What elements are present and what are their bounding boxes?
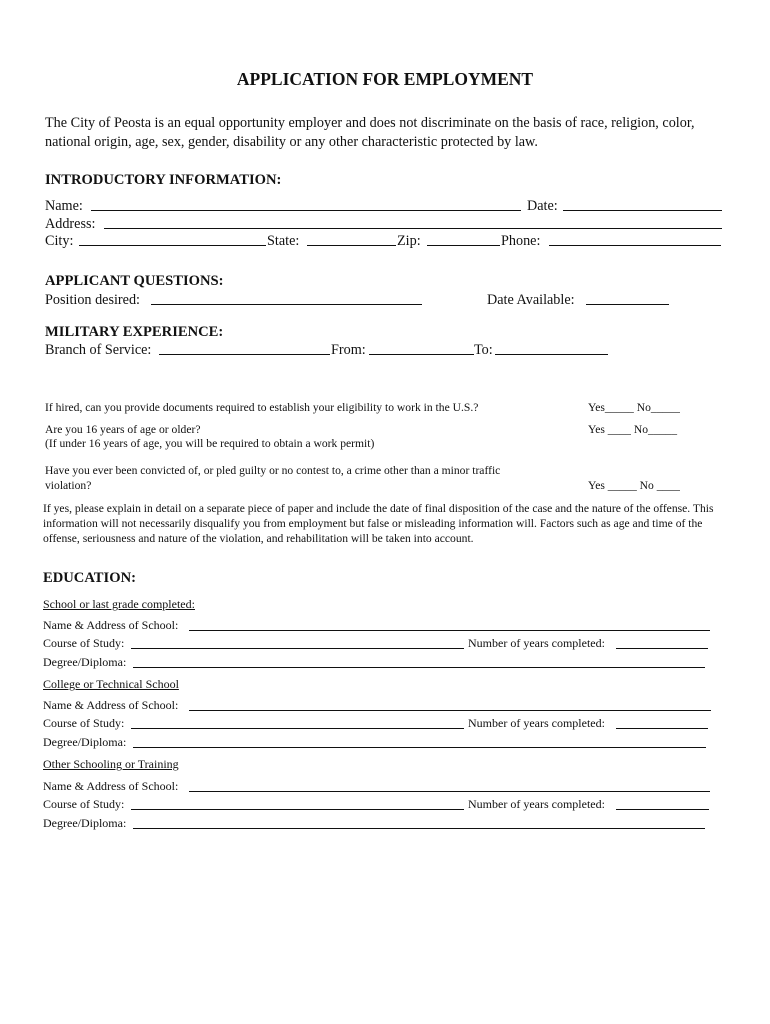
explanation-paragraph: If yes, please explain in detail on a separate piece of paper and include the date of final disposition of the case and the nature of the offense. This information will not necessarily disqualify you from employment but false or misleading information will. Factors such as age and time of the offense, seriousness and nature of the violation, and rehabilitation will be taken into account.: [43, 502, 714, 545]
other-name-field[interactable]: [189, 779, 710, 792]
state-field[interactable]: [307, 233, 396, 246]
school-name-label: Name & Address of School:: [43, 618, 179, 632]
college-degree-field[interactable]: [133, 735, 706, 748]
school-degree-field[interactable]: [133, 655, 705, 668]
college-name-field[interactable]: [189, 698, 711, 711]
date-label: Date:: [527, 198, 558, 214]
date-field[interactable]: [563, 198, 722, 211]
conviction-question-cont: violation?: [45, 479, 92, 492]
other-degree-label: Degree/Diploma:: [43, 816, 127, 830]
zip-field[interactable]: [427, 233, 500, 246]
name-field[interactable]: [91, 198, 521, 211]
other-course-label: Course of Study:: [43, 797, 125, 811]
other-degree-field[interactable]: [133, 816, 705, 829]
school-years-label: Number of years completed:: [468, 636, 605, 650]
city-label: City:: [45, 233, 74, 249]
intro-paragraph: The City of Peosta is an equal opportunity employer and does not discriminate on the basis of race, religion, color, national origin, age, sex, gender, disability or any other characteristic protected by law.: [45, 115, 695, 150]
position-label: Position desired:: [45, 292, 140, 308]
other-years-label: Number of years completed:: [468, 797, 605, 811]
zip-label: Zip:: [397, 233, 421, 249]
to-field[interactable]: [495, 342, 608, 355]
address-field[interactable]: [104, 216, 722, 229]
phone-field[interactable]: [549, 233, 721, 246]
college-years-label: Number of years completed:: [468, 716, 605, 730]
college-course-label: Course of Study:: [43, 716, 125, 730]
name-label: Name:: [45, 198, 83, 214]
conviction-answer[interactable]: Yes _____ No ____: [588, 479, 680, 492]
date-available-field[interactable]: [586, 292, 669, 305]
position-field[interactable]: [151, 292, 422, 305]
college-years-field[interactable]: [616, 716, 708, 729]
other-years-field[interactable]: [616, 797, 709, 810]
school-course-label: Course of Study:: [43, 636, 125, 650]
military-heading: MILITARY EXPERIENCE:: [45, 324, 224, 340]
date-available-label: Date Available:: [487, 292, 575, 308]
other-course-field[interactable]: [131, 797, 464, 810]
from-field[interactable]: [369, 342, 474, 355]
other-name-label: Name & Address of School:: [43, 779, 179, 793]
college-name-label: Name & Address of School:: [43, 698, 179, 712]
college-degree-label: Degree/Diploma:: [43, 735, 127, 749]
eligibility-question: If hired, can you provide documents required to establish your eligibility to work in the U.S.?: [45, 401, 479, 414]
phone-label: Phone:: [501, 233, 541, 249]
state-label: State:: [267, 233, 300, 249]
school-degree-label: Degree/Diploma:: [43, 655, 127, 669]
branch-field[interactable]: [159, 342, 330, 355]
school-name-field[interactable]: [189, 618, 710, 631]
age-answer[interactable]: Yes ____ No_____: [588, 423, 678, 436]
age-question-note: (If under 16 years of age, you will be required to obtain a work permit): [45, 437, 375, 450]
school-course-field[interactable]: [131, 636, 464, 649]
college-section-title: College or Technical School: [43, 677, 179, 691]
introductory-heading: INTRODUCTORY INFORMATION:: [45, 172, 282, 188]
page-title: APPLICATION FOR EMPLOYMENT: [236, 69, 534, 89]
other-section-title: Other Schooling or Training: [43, 757, 179, 771]
address-label: Address:: [45, 216, 96, 232]
from-label: From:: [331, 342, 366, 358]
to-label: To:: [474, 342, 493, 358]
branch-label: Branch of Service:: [45, 342, 152, 358]
education-heading: EDUCATION:: [43, 570, 136, 586]
age-question: Are you 16 years of age or older?: [45, 423, 201, 436]
city-field[interactable]: [79, 233, 266, 246]
college-course-field[interactable]: [131, 716, 464, 729]
eligibility-answer[interactable]: Yes_____ No_____: [588, 401, 680, 414]
conviction-question: Have you ever been convicted of, or pled guilty or no contest to, a crime other than a minor traffic: [45, 464, 501, 477]
applicant-heading: APPLICANT QUESTIONS:: [45, 273, 224, 289]
school-section-title: School or last grade completed:: [43, 597, 195, 611]
school-years-field[interactable]: [616, 636, 708, 649]
